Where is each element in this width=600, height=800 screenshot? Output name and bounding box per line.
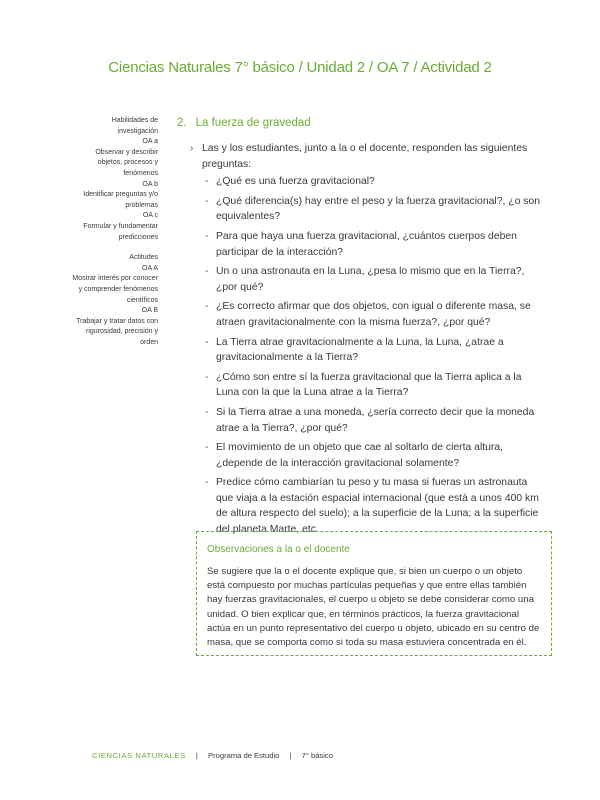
sidebar-line: orden [140, 338, 158, 346]
question-text: ¿Cómo son entre sí la fuerza gravitacional que la Tierra aplica a la Luna con la que la Luna atrae a la Tierra? [216, 371, 522, 399]
question-text: Para que haya una fuerza gravitacional, ¿cuántos cuerpos deben participar de la interacción? [216, 230, 517, 258]
footer-separator: | [289, 751, 292, 760]
sidebar-line: Observar y describir [95, 148, 158, 156]
sidebar-line: y comprender fenómenos [78, 285, 158, 293]
list-item [205, 174, 544, 190]
footer-grade: 7° básico [301, 751, 333, 760]
list-item [205, 370, 544, 401]
dash-bullet: - [205, 195, 209, 207]
list-item [205, 475, 544, 537]
sidebar-line: Identificar preguntas y/o [83, 191, 158, 199]
sidebar-line: objetos, procesos y [97, 159, 158, 167]
activity-content [192, 141, 544, 542]
dash-bullet: - [205, 371, 209, 383]
question-text: ¿Qué diferencia(s) hay entre el peso y la fuerza gravitacional?, ¿o son equivalentes? [216, 195, 541, 223]
dash-bullet: - [205, 477, 209, 489]
sidebar-line: fenómenos [123, 169, 158, 177]
question-text: La Tierra atrae gravitacionalmente a la Luna, la Luna, ¿atrae a gravitacionalmente a la Tierra? [216, 336, 504, 364]
question-text: ¿Es correcto afirmar que dos objetos, con igual o diferente masa, se atraen gravitacionalmente con la misma fuerza?, ¿por qué? [216, 301, 531, 328]
sidebar-line: OA b [142, 180, 158, 188]
list-item [205, 299, 544, 330]
question-text: Predice cómo cambiarían tu peso y tu masa si fueras un astronauta que viaja a la estación espacial internacional (que está a unos 400 km de altura respecto del suelo); a la superficie de la Luna; a la superficie del planeta Marte, etc. [216, 477, 539, 536]
dash-bullet: - [205, 230, 209, 242]
intro-text: Las y los estudiantes, junto a la o el docente, responden las siguientes preguntas: [202, 143, 528, 170]
observations-title: Observaciones a la o el docente [207, 544, 350, 555]
sidebar-line: Habilidades de [111, 117, 158, 124]
section-title: La fuerza de gravedad [195, 117, 311, 129]
list-item [205, 264, 544, 295]
sidebar-line: OA c [142, 212, 158, 220]
sidebar-line: OA A [142, 264, 158, 272]
page-title: Ciencias Naturales 7° básico / Unidad 2 / OA 7 / Actividad 2 [108, 59, 492, 76]
observations-text: Se sugiere que la o el docente explique que, si bien un cuerpo o un objeto está compuesto por muchas partículas pequeñas y que entre ellas también hay fuerzas gravitacionales, el cuerpo u objeto se debe considerar como una unidad. O bien explicar que, en términos prácticos, la fuerza gravitacional actúa en un punto representativo del cuerpo u objeto, ubicado en su centro de masa, que se comporta como si toda su masa estuviera concentrada en él. [207, 566, 540, 649]
dash-bullet: - [205, 406, 209, 418]
question-text: Un o una astronauta en la Luna, ¿pesa lo mismo que en la Tierra?, ¿por qué? [216, 266, 525, 293]
question-text: Si la Tierra atrae a una moneda, ¿sería correcto decir que la moneda atrae a la Tierra?, ¿por qué? [216, 406, 535, 434]
list-item [205, 335, 544, 366]
section-heading [177, 117, 311, 129]
dash-bullet: - [205, 442, 209, 454]
question-list [192, 174, 544, 537]
dash-bullet: - [205, 301, 209, 313]
sidebar-line: problemas [125, 201, 158, 209]
section-number: 2. [177, 117, 187, 129]
intro-paragraph [192, 141, 544, 172]
sidebar-objectives [50, 116, 158, 358]
sidebar-line: Mostrar interés por conocer [72, 275, 158, 283]
list-item [205, 440, 544, 471]
sidebar-line: Formular y fundamentar [83, 222, 158, 230]
footer-separator: | [195, 751, 198, 760]
sidebar-line: Actitudes [129, 254, 158, 262]
sidebar-line: Trabajar y tratar datos con [76, 317, 158, 325]
teacher-observations-box [196, 531, 552, 656]
list-item [205, 229, 544, 260]
footer-brand: CIENCIAS NATURALES [92, 751, 186, 760]
list-item [205, 405, 544, 436]
chevron-right-icon: › [190, 143, 194, 154]
skills-group [50, 116, 158, 243]
dash-bullet: - [205, 266, 209, 278]
footer-program: Programa de Estudio [208, 751, 280, 760]
sidebar-line: OA B [141, 307, 158, 315]
sidebar-line: investigación [117, 127, 158, 135]
sidebar-line: científicos [126, 296, 158, 304]
question-text: El movimiento de un objeto que cae al soltarlo de cierta altura, ¿depende de la interacción gravitacional solamente? [216, 442, 504, 469]
dash-bullet: - [205, 336, 209, 348]
list-item [205, 194, 544, 225]
sidebar-line: rigurosidad, precisión y [86, 328, 158, 336]
sidebar-line: OA a [142, 138, 158, 146]
sidebar-line: predicciones [118, 233, 158, 241]
page-footer [92, 751, 333, 760]
attitudes-group [50, 253, 158, 348]
question-text: ¿Qué es una fuerza gravitacional? [216, 176, 375, 188]
dash-bullet: - [205, 176, 209, 188]
